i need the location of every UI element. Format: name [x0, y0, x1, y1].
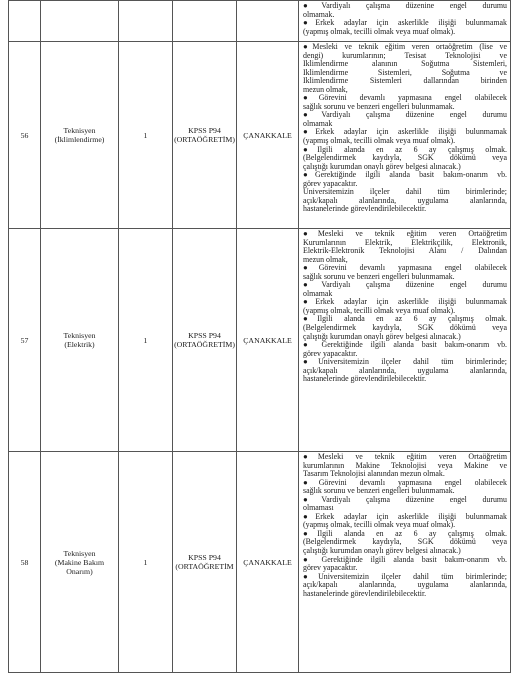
requirement-line: olmamak [303, 119, 333, 128]
requirement-line: olmamak [303, 289, 333, 298]
requirement-line: sağlık sorunu ve benzeri engelleri bulunmamak. [303, 272, 455, 281]
requirement-line: açık/kapalı alanlarında, uygulama alanlarında, [303, 196, 507, 205]
empty-cell [119, 1, 173, 42]
kpss-line: KPSS P94 [188, 126, 221, 135]
kpss-line: KPSS P94 [188, 553, 221, 562]
requirement-line: (Belgelendirmek kaydıyla, SGK dökümü veya [303, 154, 507, 163]
requirement-line: ●Görevini devamlı yapmasına engel olabilecek [303, 94, 507, 103]
requirement-line: İklimlendirme alanının Soğutma Sistemleri, [303, 60, 507, 69]
requirement-line: ●İlgili alanda en az 6 ay çalışmış olmak. [303, 315, 507, 324]
requirement-line: görev yapacaktır. [303, 179, 358, 188]
position-location: ÇANAKKALE [237, 452, 299, 673]
position-row [9, 229, 511, 452]
position-title [41, 229, 119, 452]
kpss-line: (ORTAÖĞRETİM) [174, 135, 235, 144]
requirement-line: (Belgelendirmek kaydıyla, SGK dökümü veya [303, 538, 507, 547]
continued-row [9, 1, 511, 42]
requirement-line: ●Görevini devamlı yapmasına engel olabilecek [303, 478, 507, 487]
position-location: ÇANAKKALE [237, 229, 299, 452]
requirement-line: dengi) kurumlarının; Tesisat Teknolojisi ve [303, 51, 507, 60]
position-row [9, 42, 511, 229]
position-count: 1 [119, 452, 173, 673]
requirement-line: çalıştığı kurumdan onaylı görev belgesi alınacak.) [303, 547, 461, 556]
requirement-line: (yapmış olmak, tecilli olmak veya muaf olmak). [303, 27, 456, 36]
position-count: 1 [119, 229, 173, 452]
position-number: 57 [9, 229, 41, 452]
requirement-line: mezun olmak, [303, 85, 348, 94]
requirement-line: hastanelerinde görevlendirilebilecektir. [303, 589, 427, 598]
requirement-line: hastanelerinde görevlendirilebilecektir. [303, 375, 427, 384]
position-number: 56 [9, 42, 41, 229]
requirement-line: görev yapacaktır. [303, 564, 358, 573]
requirement-line: ●Görevini devamlı yapmasına engel olabilecek [303, 264, 507, 273]
kpss-score-type [173, 452, 237, 673]
position-title [41, 452, 119, 673]
requirement-line: (yapmış olmak, tecilli olmak veya muaf olmak). [303, 521, 456, 530]
requirement-line: ●Erkek adaylar için askerlikle ilişiği bulunmamak [303, 128, 507, 137]
requirement-line: olmamak. [303, 10, 335, 19]
position-title-line: Teknisyen [63, 126, 96, 135]
position-title-line: (Makine Bakım [54, 557, 105, 567]
requirement-line: kurumlarının Makine Teknolojisi veya Makine ve [303, 461, 507, 470]
kpss-score-type [173, 42, 237, 229]
requirement-line: ●Erkek adaylar için askerlikle ilişiği bulunmamak [303, 19, 507, 28]
requirement-line: ●Mesleki ve teknik eğitim veren Ortaöğretim [303, 453, 507, 461]
requirement-line: (yapmış olmak, tecilli olmak veya muaf olmak). [303, 306, 456, 315]
requirement-line: ●Erkek adaylar için askerlikle ilişiği bulunmamak [303, 512, 507, 521]
requirement-line: ●Üniversitemizin ilçeler dahil tüm birimlerinde; [303, 358, 507, 367]
requirement-line: ●Erkek adaylar için askerlikle ilişiği bulunmamak [303, 298, 507, 307]
requirements-cell [299, 452, 511, 673]
requirement-line: (Belgelendirmek kaydıyla, SGK dökümü veya [303, 324, 507, 333]
requirement-line: ●Üniversitemizin ilçeler dahil tüm birimlerinde; [303, 572, 507, 581]
kpss-line: KPSS P94 [188, 331, 221, 340]
requirement-line: Tasarım Teknolojisi alanından mezun olmak. [303, 470, 445, 479]
requirement-line: ●Vardiyalı çalışma düzenine engel durumu [303, 281, 507, 290]
requirement-line: ●Gerektiğinde ilgili alanda basit bakım-onarım vb. [303, 171, 507, 180]
requirement-line: ●Mesleki ve teknik eğitim veren Ortaöğretim [303, 230, 507, 238]
empty-cell [173, 1, 237, 42]
requirement-line: ● Gerektiğinde ilgili alanda basit bakım-onarım vb. [303, 555, 507, 564]
requirement-line: mezun olmak, [303, 255, 348, 264]
position-title-line: Onarım) [66, 566, 93, 576]
empty-cell [41, 1, 119, 42]
position-title-line: Teknisyen [63, 548, 96, 558]
requirement-line: ●İlgili alanda en az 6 ay çalışmış olmak. [303, 145, 507, 154]
requirement-line: Kurumlarının Elektrik, Elektrikçilik, Elektronik, [303, 238, 507, 247]
requirement-line: ●Vardiyalı çalışma düzenine engel durumu [303, 495, 507, 504]
position-location: ÇANAKKALE [237, 42, 299, 229]
requirement-line: hastanelerinde görevlendirilebilecektir. [303, 205, 427, 214]
position-row [9, 452, 511, 673]
requirements-cell [299, 229, 511, 452]
position-title [41, 42, 119, 229]
requirement-line: görev yapacaktır. [303, 349, 358, 358]
requirements-cell [299, 42, 511, 229]
requirement-line: ●Vardiyalı çalışma düzenine engel durumu [303, 111, 507, 120]
position-title-line: Teknisyen [63, 331, 96, 340]
requirements-cell [299, 1, 511, 42]
requirement-line: ●İlgili alanda en az 6 ay çalışmış olmak. [303, 529, 507, 538]
position-title-line: (Elektrik) [64, 340, 95, 349]
requirement-line: ●Mesleki ve teknik eğitim veren ortaöğretim (lise ve [303, 43, 507, 51]
requirement-line: İklimlendirme Sistemleri, Soğutma ve [303, 68, 507, 77]
kpss-line: (ORTAÖĞRETİM) [174, 340, 235, 349]
empty-cell [9, 1, 41, 42]
requirement-line: Elektrik-Elektronik Teknolojisi Alanı / Dalından [303, 247, 507, 256]
requirement-line: çalıştığı kurumdan onaylı görev belgesi alınacak.) [303, 162, 461, 171]
requirement-line: ●Vardiyalı çalışma düzenine engel durumu [303, 2, 507, 10]
position-count: 1 [119, 42, 173, 229]
requirement-line: açık/kapalı alanlarında, uygulama alanlarında, [303, 581, 507, 590]
kpss-score-type [173, 229, 237, 452]
position-number: 58 [9, 452, 41, 673]
kpss-line: (ORTAÖĞRETİM [175, 562, 234, 571]
positions-table [8, 0, 511, 673]
requirement-line: ● Gerektiğinde ilgili alanda basit bakım-onarım vb. [303, 341, 507, 350]
empty-cell [237, 1, 299, 42]
requirement-line: olmaması [303, 504, 334, 513]
requirement-line: (yapmış olmak, tecilli olmak veya muaf olmak). [303, 137, 456, 146]
requirement-line: çalıştığı kurumdan onaylı görev belgesi alınacak.) [303, 332, 461, 341]
requirement-line: İklimlendirme Sistemleri dallarından birinden [303, 77, 507, 86]
requirement-line: sağlık sorunu ve benzeri engelleri bulunmamak. [303, 487, 455, 496]
position-title-line: (İklimlendirme) [54, 135, 105, 144]
requirement-line: açık/kapalı alanlarında, uygulama alanlarında, [303, 366, 507, 375]
requirement-line: Üniversitemizin ilçeler dahil tüm birimlerinde; [303, 188, 507, 197]
requirement-line: sağlık sorunu ve benzeri engelleri bulunmamak. [303, 102, 455, 111]
